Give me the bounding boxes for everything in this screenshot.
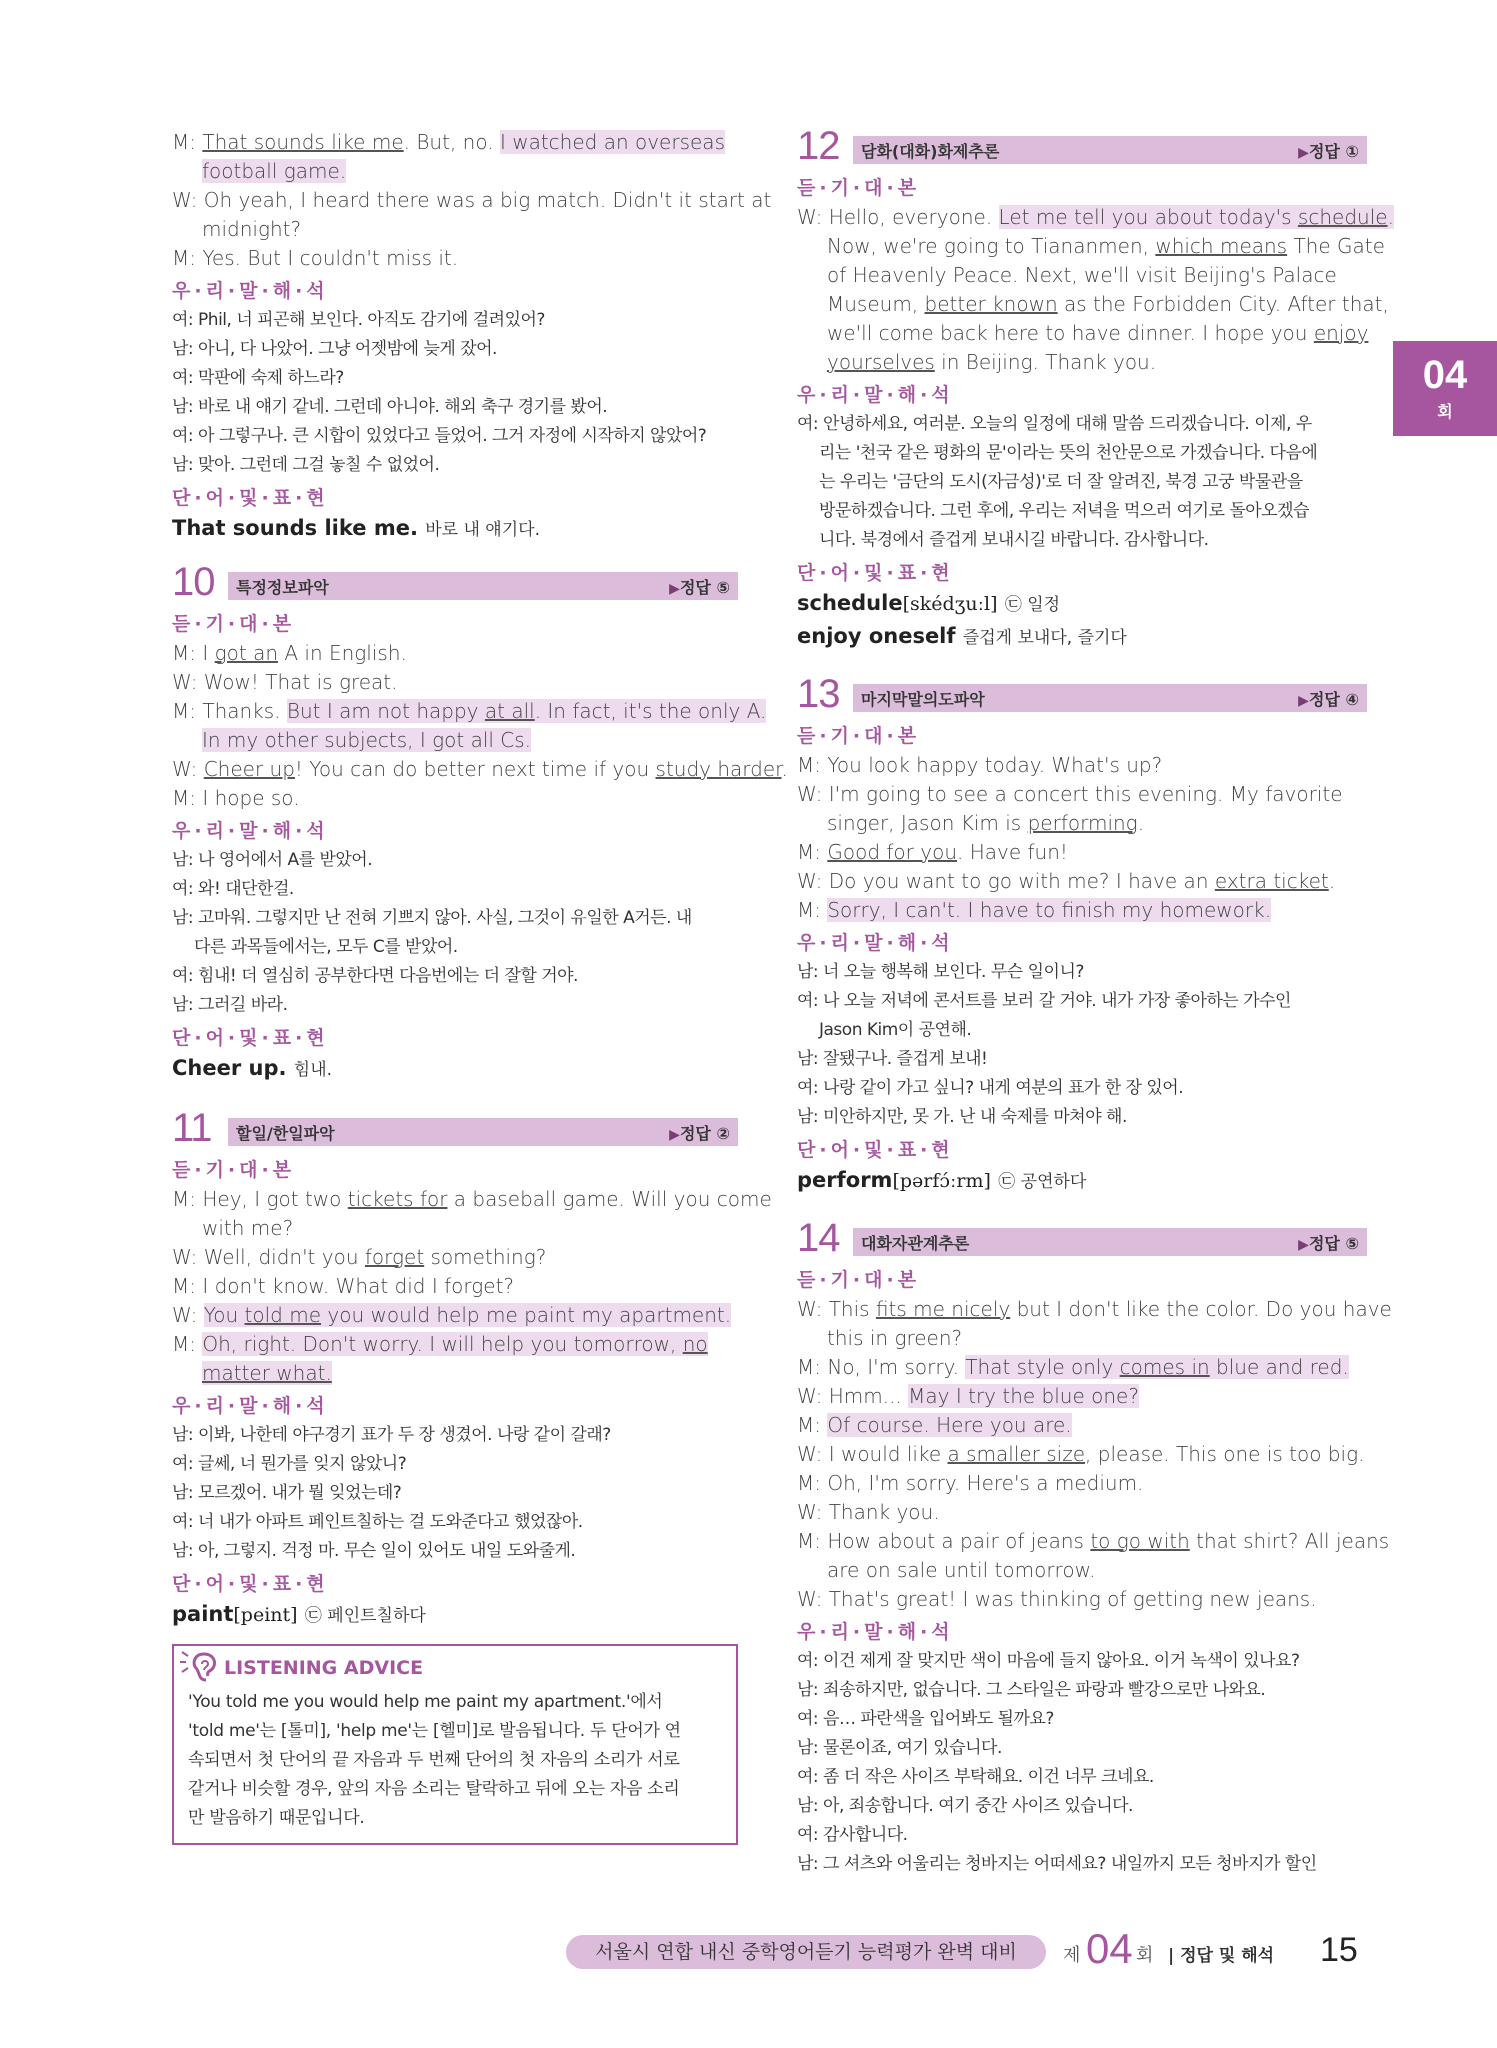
- dialog-line: W: Well, didn't you forget something?: [172, 1245, 547, 1269]
- answer-badge: ▶정답 ⑤: [1298, 1233, 1359, 1253]
- advice-line: 'You told me you would help me paint my apartment.'에서: [188, 1692, 663, 1712]
- dialog-line: W: That's great! I was thinking of getting new jeans.: [797, 1587, 1317, 1611]
- answer-badge: ▶정답 ②: [669, 1123, 730, 1143]
- round-prefix: 제: [1063, 1945, 1081, 1966]
- translation-line: 남: 죄송하지만, 없습니다. 그 스타일은 파랑과 빨강으로만 나와요.: [797, 1680, 1266, 1700]
- translation-line: 여: 이건 제게 잘 맞지만 색이 마음에 들지 않아요. 이거 녹색이 있나요?: [797, 1651, 1300, 1671]
- dialog-line: are on sale until tomorrow.: [827, 1558, 1096, 1582]
- translation-line: 다른 과목들에서는, 모두 C를 받았어.: [194, 937, 458, 957]
- dialog-line: M: Yes. But I couldn't miss it.: [172, 246, 459, 270]
- translation-line: 여: 나랑 같이 가고 싶니? 내게 여분의 표가 한 장 있어.: [797, 1078, 1184, 1098]
- translation-line: Jason Kim이 공연해.: [819, 1020, 972, 1040]
- round-side-tab: [1393, 341, 1497, 436]
- dialog-line: football game.: [202, 159, 347, 183]
- dialog-line: In my other subjects, I got all Cs.: [202, 728, 532, 752]
- dialog-line: W: This fits me nicely but I don't like the color. Do you have: [797, 1297, 1392, 1321]
- vocab-item: perform[pərfɔ́ːrm] ㉢ 공연하다: [797, 1168, 1087, 1192]
- dialog-line: M: That sounds like me. But, no. I watched an overseas: [172, 130, 725, 154]
- translation-line: 여: 글쎄, 너 뭔가를 잊지 않았니?: [172, 1454, 407, 1474]
- vocab-label: 단·어·및·표·현: [797, 562, 954, 584]
- question-header-13: [797, 674, 1367, 718]
- translation-line: 여: 안녕하세요, 여러분. 오늘의 일정에 대해 말씀 드리겠습니다. 이제, 우: [797, 414, 1312, 434]
- listening-advice-box: [172, 1644, 738, 1845]
- translation-line: 여: 감사합니다.: [797, 1825, 908, 1845]
- translation-line: 여: 막판에 숙제 하느라?: [172, 368, 344, 388]
- translation-line: 여: 힘내! 더 열심히 공부한다면 다음번에는 더 잘할 거야.: [172, 966, 578, 986]
- translation-line: 남: 고마워. 그렇지만 난 전혀 기쁘지 않아. 사실, 그것이 유일한 A거든. 내: [172, 908, 692, 928]
- question-number: 11: [172, 1106, 212, 1150]
- vocab-item: Cheer up. 힘내.: [172, 1056, 333, 1080]
- vocab-label: 단·어·및·표·현: [172, 1573, 329, 1595]
- page-footer: [0, 1925, 1497, 1977]
- script-label: 듣·기·대·본: [172, 613, 296, 635]
- dialog-line: M: I hope so.: [172, 786, 300, 810]
- translation-line: 남: 이봐, 나한테 야구경기 표가 두 장 생겼어. 나랑 같이 갈래?: [172, 1425, 611, 1445]
- question-header-11: [172, 1108, 738, 1152]
- dialog-line: yourselves in Beijing. Thank you.: [827, 350, 1157, 374]
- translation-line: 남: 맞아. 그런데 그걸 놓칠 수 없었어.: [172, 455, 440, 475]
- question-number: 10: [172, 560, 215, 604]
- question-type: 마지막말의도파악: [861, 689, 985, 709]
- script-label: 듣·기·대·본: [797, 177, 921, 199]
- question-header-12: [797, 126, 1367, 170]
- dialog-line: M: Of course. Here you are.: [797, 1413, 1072, 1437]
- script-label: 듣·기·대·본: [797, 1269, 921, 1291]
- translation-line: 남: 물론이죠, 여기 있습니다.: [797, 1738, 1002, 1758]
- script-label: 듣·기·대·본: [172, 1159, 296, 1181]
- dialog-line: with me?: [202, 1216, 294, 1240]
- dialog-line: singer, Jason Kim is performing.: [827, 811, 1145, 835]
- question-number: 12: [797, 124, 840, 168]
- q9-tail: [172, 128, 772, 546]
- vocab-item: That sounds like me. 바로 내 얘기다.: [172, 516, 540, 540]
- question-type: 특정정보파악: [236, 577, 329, 597]
- vocab-item: schedule[skédʒuːl] ㉢ 일정: [797, 591, 1061, 615]
- round-number: 04: [1422, 353, 1468, 397]
- translation-line: 니다. 북경에서 즐겁게 보내시길 바랍니다. 감사합니다.: [819, 530, 1209, 550]
- dialog-line: W: I'm going to see a concert this evening. My favorite: [797, 782, 1343, 806]
- translation-line: 여: Phil, 너 피곤해 보인다. 아직도 감기에 걸려있어?: [172, 310, 545, 330]
- question-header-10: [172, 562, 738, 606]
- advice-line: 'told me'는 [톨미], 'help me'는 [헬미]로 발음됩니다. 두 단어가 연: [188, 1721, 681, 1741]
- question-type-bar: [228, 572, 738, 600]
- dialog-line: M: I don't know. What did I forget?: [172, 1274, 515, 1298]
- dialog-line: M: Thanks. But I am not happy at all. In fact, it's the only A.: [172, 699, 767, 723]
- translation-line: 여: 와! 대단한걸.: [172, 879, 294, 899]
- dialog-line: M: Oh, I'm sorry. Here's a medium.: [797, 1471, 1144, 1495]
- book-title: 서울시 연합 내신 중학영어듣기 능력평가 완벽 대비: [566, 1935, 1046, 1969]
- dialog-line: M: Oh, right. Don't worry. I will help you tomorrow, no: [172, 1332, 708, 1356]
- advice-line: 만 발음하기 때문입니다.: [188, 1808, 365, 1828]
- answer-badge: ▶정답 ④: [1298, 689, 1359, 709]
- dialog-line: M: I got an A in English.: [172, 641, 407, 665]
- dialog-line: M: You look happy today. What's up?: [797, 753, 1163, 777]
- translation-line: 남: 바로 내 얘기 같네. 그런데 아니야. 해외 축구 경기를 봤어.: [172, 397, 608, 417]
- dialog-line: midnight?: [202, 217, 302, 241]
- translation-line: 리는 '천국 같은 평화의 문'이라는 뜻의 천안문으로 가겠습니다. 다음에: [819, 443, 1318, 463]
- answer-badge: ▶정답 ①: [1298, 141, 1359, 161]
- question-type-bar: [853, 684, 1367, 712]
- vocab-label: 단·어·및·표·현: [172, 487, 329, 509]
- round-suffix: 회: [1136, 1945, 1154, 1966]
- dialog-line: Museum, better known as the Forbidden City. After that,: [827, 292, 1389, 316]
- dialog-line: this in green?: [827, 1326, 963, 1350]
- dialog-line: M: Hey, I got two tickets for a baseball game. Will you come: [172, 1187, 772, 1211]
- question-header-14: [797, 1218, 1367, 1262]
- dialog-line: Now, we're going to Tiananmen, which means The Gate: [827, 234, 1385, 258]
- vocab-item: paint[peint] ㉢ 페인트칠하다: [172, 1602, 426, 1626]
- vocab-label: 단·어·및·표·현: [797, 1139, 954, 1161]
- dialog-line: W: Hello, everyone. Let me tell you about today's schedule.: [797, 205, 1394, 229]
- translation-label: 우·리·말·해·석: [172, 280, 329, 302]
- dialog-line: W: I would like a smaller size, please. This one is too big.: [797, 1442, 1365, 1466]
- dialog-line: M: Good for you. Have fun!: [797, 840, 1068, 864]
- dialog-line: W: Thank you.: [797, 1500, 940, 1524]
- dialog-line: W: Oh yeah, I heard there was a big match. Didn't it start at: [172, 188, 772, 212]
- dialog-line: matter what.: [202, 1361, 332, 1385]
- translation-line: 남: 그러길 바라.: [172, 995, 288, 1015]
- question-type-bar: [853, 136, 1367, 164]
- dialog-line: W: Cheer up! You can do better next time if you study harder.: [172, 757, 788, 781]
- translation-label: 우·리·말·해·석: [172, 820, 329, 842]
- round-label: 회: [1437, 402, 1453, 421]
- question-type: 담화(대화)화제추론: [861, 141, 1000, 161]
- dialog-line: M: No, I'm sorry. That style only comes in blue and red.: [797, 1355, 1349, 1379]
- translation-line: 여: 나 오늘 저녁에 콘서트를 보러 갈 거야. 내가 가장 좋아하는 가수인: [797, 991, 1291, 1011]
- dialog-line: W: Do you want to go with me? I have an extra ticket.: [797, 869, 1336, 893]
- right-column: [797, 124, 1394, 1879]
- round-number: 04: [1086, 1925, 1133, 1972]
- question-type: 대화자관계추론: [861, 1233, 970, 1253]
- translation-label: 우·리·말·해·석: [172, 1395, 329, 1417]
- dialog-line: M: Sorry, I can't. I have to finish my homework.: [797, 898, 1272, 922]
- translation-line: 는 우리는 '금단의 도시(자금성)'로 더 잘 알려진, 북경 고궁 박물관을: [819, 472, 1303, 492]
- translation-line: 방문하겠습니다. 그런 후에, 우리는 저녁을 먹으러 여기로 돌아오겠습: [819, 501, 1309, 521]
- translation-line: 남: 아, 죄송합니다. 여기 중간 사이즈 있습니다.: [797, 1796, 1133, 1816]
- vocab-item: enjoy oneself 즐겁게 보내다, 즐기다: [797, 624, 1127, 648]
- translation-line: 남: 아니, 다 나았어. 그냥 어젯밤에 늦게 잤어.: [172, 339, 497, 359]
- advice-line: 같거나 비슷할 경우, 앞의 자음 소리는 탈락하고 뒤에 오는 자음 소리: [188, 1779, 680, 1799]
- vocab-label: 단·어·및·표·현: [172, 1027, 329, 1049]
- dialog-line: W: You told me you would help me paint my apartment.: [172, 1303, 732, 1327]
- translation-line: 여: 음… 파란색을 입어봐도 될까요?: [797, 1709, 1054, 1729]
- translation-line: 남: 아, 그렇지. 걱정 마. 무슨 일이 있어도 내일 도와줄게.: [172, 1541, 576, 1561]
- translation-label: 우·리·말·해·석: [797, 1621, 954, 1643]
- translation-label: 우·리·말·해·석: [797, 932, 954, 954]
- ear-icon: [180, 1650, 220, 1686]
- dialog-line: M: How about a pair of jeans to go with that shirt? All jeans: [797, 1529, 1390, 1553]
- script-label: 듣·기·대·본: [797, 725, 921, 747]
- q9-dialog: [172, 128, 772, 273]
- translation-line: 남: 미안하지만, 못 가. 난 내 숙제를 마쳐야 해.: [797, 1107, 1127, 1127]
- translation-line: 여: 너 내가 아파트 페인트칠하는 걸 도와준다고 했었잖아.: [172, 1512, 583, 1532]
- dialog-line: we'll come back here to have dinner. I hope you enjoy: [827, 321, 1369, 345]
- translation-line: 남: 나 영어에서 A를 받았어.: [172, 850, 373, 870]
- dialog-line: W: Wow! That is great.: [172, 670, 398, 694]
- translation-line: 여: 좀 더 작은 사이즈 부탁해요. 이건 너무 크네요.: [797, 1767, 1154, 1787]
- translation-line: 남: 모르겠어. 내가 뭘 잊었는데?: [172, 1483, 402, 1503]
- translation-line: 남: 너 오늘 행복해 보인다. 무슨 일이니?: [797, 962, 1084, 982]
- answer-badge: ▶정답 ⑤: [669, 577, 730, 597]
- question-type-bar: [853, 1228, 1367, 1256]
- question-type-bar: [228, 1118, 738, 1146]
- translation-line: 여: 아 그렇구나. 큰 시합이 있었다고 들었어. 그거 자정에 시작하지 않았어?: [172, 426, 707, 446]
- question-number: 14: [797, 1216, 840, 1260]
- page-number: 15: [1320, 1931, 1358, 1969]
- dialog-line: W: Hmm... May I try the blue one?: [797, 1384, 1139, 1408]
- translation-label: 우·리·말·해·석: [797, 384, 954, 406]
- section-title: | 정답 및 해석: [1168, 1946, 1275, 1966]
- advice-line: 속되면서 첫 단어의 끝 자음과 두 번째 단어의 첫 자음의 소리가 서로: [188, 1750, 680, 1770]
- advice-title: LISTENING ADVICE: [224, 1657, 424, 1679]
- left-column: [172, 128, 788, 1845]
- translation-line: 남: 그 셔츠와 어울리는 청바지는 어떠세요? 내일까지 모든 청바지가 할인: [797, 1854, 1317, 1874]
- dialog-line: of Heavenly Peace. Next, we'll visit Beijing's Palace: [827, 263, 1337, 287]
- question-type: 할일/한일파악: [236, 1123, 335, 1143]
- question-number: 13: [797, 672, 840, 716]
- translation-line: 남: 잘됐구나. 즐겁게 보내!: [797, 1049, 988, 1069]
